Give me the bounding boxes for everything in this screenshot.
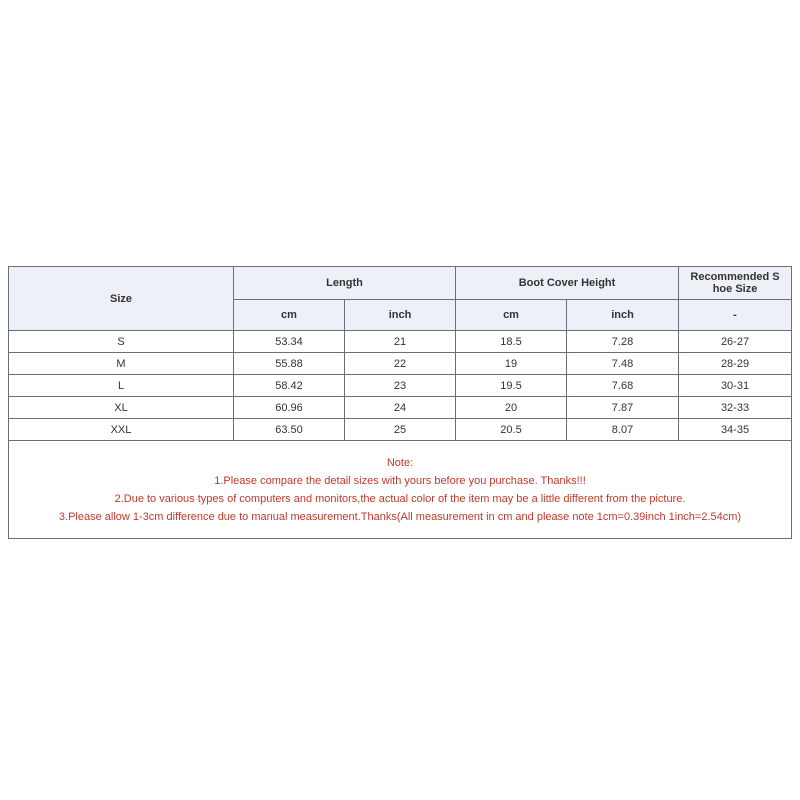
unit-header: inch	[567, 300, 679, 331]
boot-height-cm-cell: 20	[456, 397, 567, 419]
note-line-1: 1.Please compare the detail sizes with yours before you purchase. Thanks!!!	[214, 474, 586, 487]
header-row-main	[9, 267, 792, 300]
size-header: Size	[9, 267, 234, 331]
length-cm-cell: 58.42	[234, 375, 345, 397]
unit-header: cm	[456, 300, 567, 331]
shoe-size-cell: 26-27	[679, 331, 792, 353]
unit-header: cm	[234, 300, 345, 331]
length-inch-cell: 22	[345, 353, 456, 375]
size-chart-table	[8, 266, 792, 539]
length-inch-cell: 25	[345, 419, 456, 441]
boot-height-inch-cell: 7.48	[567, 353, 679, 375]
table-row	[9, 331, 792, 353]
shoe-size-cell: 28-29	[679, 353, 792, 375]
size-cell: M	[9, 353, 234, 375]
shoe-size-cell: 34-35	[679, 419, 792, 441]
notes-row	[9, 441, 792, 539]
boot-cover-height-header: Boot Cover Height	[456, 267, 679, 300]
recommended-header-line-1: Recommended S	[690, 271, 780, 283]
length-inch-cell: 24	[345, 397, 456, 419]
length-cm-cell: 63.50	[234, 419, 345, 441]
table-row	[9, 397, 792, 419]
note-line-3: 3.Please allow 1-3cm difference due to manual measurement.Thanks(All measurement in cm and please note 1cm=0.39inch 1inch=2.54cm)	[58, 510, 742, 523]
size-cell: XXL	[9, 419, 234, 441]
shoe-size-cell: 32-33	[679, 397, 792, 419]
length-inch-cell: 23	[345, 375, 456, 397]
unit-header: inch	[345, 300, 456, 331]
recommended-header-line-2: hoe Size	[712, 283, 758, 295]
note-title: Note:	[386, 456, 414, 469]
size-cell: L	[9, 375, 234, 397]
boot-height-cm-cell: 18.5	[456, 331, 567, 353]
shoe-size-cell: 30-31	[679, 375, 792, 397]
boot-height-inch-cell: 7.28	[567, 331, 679, 353]
length-cm-cell: 53.34	[234, 331, 345, 353]
boot-height-cm-cell: 20.5	[456, 419, 567, 441]
boot-height-inch-cell: 7.87	[567, 397, 679, 419]
length-header: Length	[234, 267, 456, 300]
boot-height-cm-cell: 19	[456, 353, 567, 375]
size-cell: S	[9, 331, 234, 353]
length-cm-cell: 55.88	[234, 353, 345, 375]
boot-height-inch-cell: 7.68	[567, 375, 679, 397]
table-row	[9, 375, 792, 397]
length-inch-cell: 21	[345, 331, 456, 353]
boot-height-inch-cell: 8.07	[567, 419, 679, 441]
boot-height-cm-cell: 19.5	[456, 375, 567, 397]
unit-header: -	[679, 300, 792, 331]
note-line-2: 2.Due to various types of computers and monitors,the actual color of the item may be a little different from the picture.	[114, 492, 686, 505]
length-cm-cell: 60.96	[234, 397, 345, 419]
recommended-shoe-size-header	[679, 267, 792, 300]
notes-cell	[9, 441, 792, 539]
table-row	[9, 353, 792, 375]
table-row	[9, 419, 792, 441]
size-cell: XL	[9, 397, 234, 419]
